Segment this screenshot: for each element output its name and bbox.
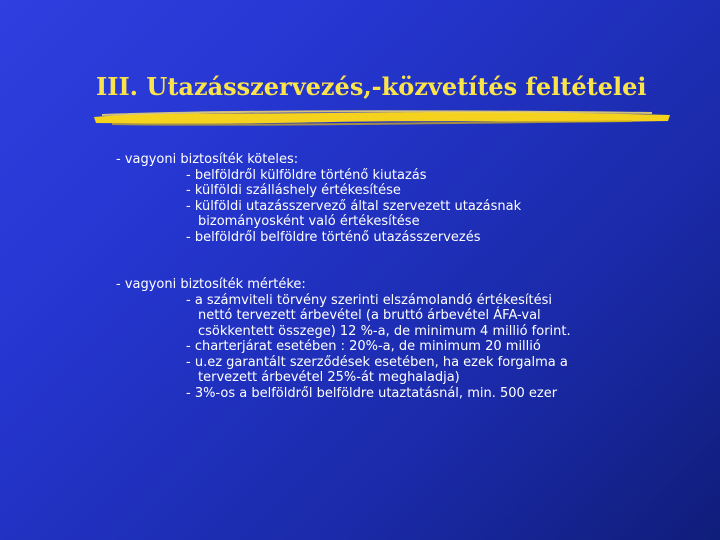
list-item: - külföldi utazásszervező által szervezett utazásnak bbox=[186, 198, 522, 214]
slide-body bbox=[116, 152, 696, 401]
list-item: - belföldről belföldre történő utazásszervezés bbox=[186, 229, 481, 245]
list-item-continuation: csökkentett összege) 12 %-a, de minimum 4 millió forint. bbox=[198, 323, 571, 339]
title-underline-brushstroke bbox=[92, 104, 672, 128]
slide-title: III. Utazásszervezés,-közvetítés feltételei bbox=[96, 72, 647, 101]
list-item: - a számviteli törvény szerinti elszámolandó értékesítési bbox=[186, 292, 552, 308]
list-item-continuation: tervezett árbevétel 25%-át meghaladja) bbox=[198, 370, 460, 385]
list-item: - 3%-os a belföldről belföldre utaztatásnál, min. 500 ezer bbox=[186, 385, 558, 401]
section-heading: - vagyoni biztosíték köteles: bbox=[116, 152, 299, 167]
list-item: - belföldről külföldre történő kiutazás bbox=[186, 167, 427, 183]
list-item-continuation: nettó tervezett árbevétel (a bruttó árbevétel ÁFA-val bbox=[198, 308, 541, 323]
section-heading: - vagyoni biztosíték mértéke: bbox=[116, 277, 306, 292]
list-item: - charterjárat esetében : 20%-a, de minimum 20 millió bbox=[186, 339, 541, 354]
list-item: - u.ez garantált szerződések esetében, ha ezek forgalma a bbox=[186, 354, 568, 370]
list-item-continuation: bizományosként való értékesítése bbox=[198, 214, 420, 229]
list-item: - külföldi szálláshely értékesítése bbox=[186, 183, 401, 198]
